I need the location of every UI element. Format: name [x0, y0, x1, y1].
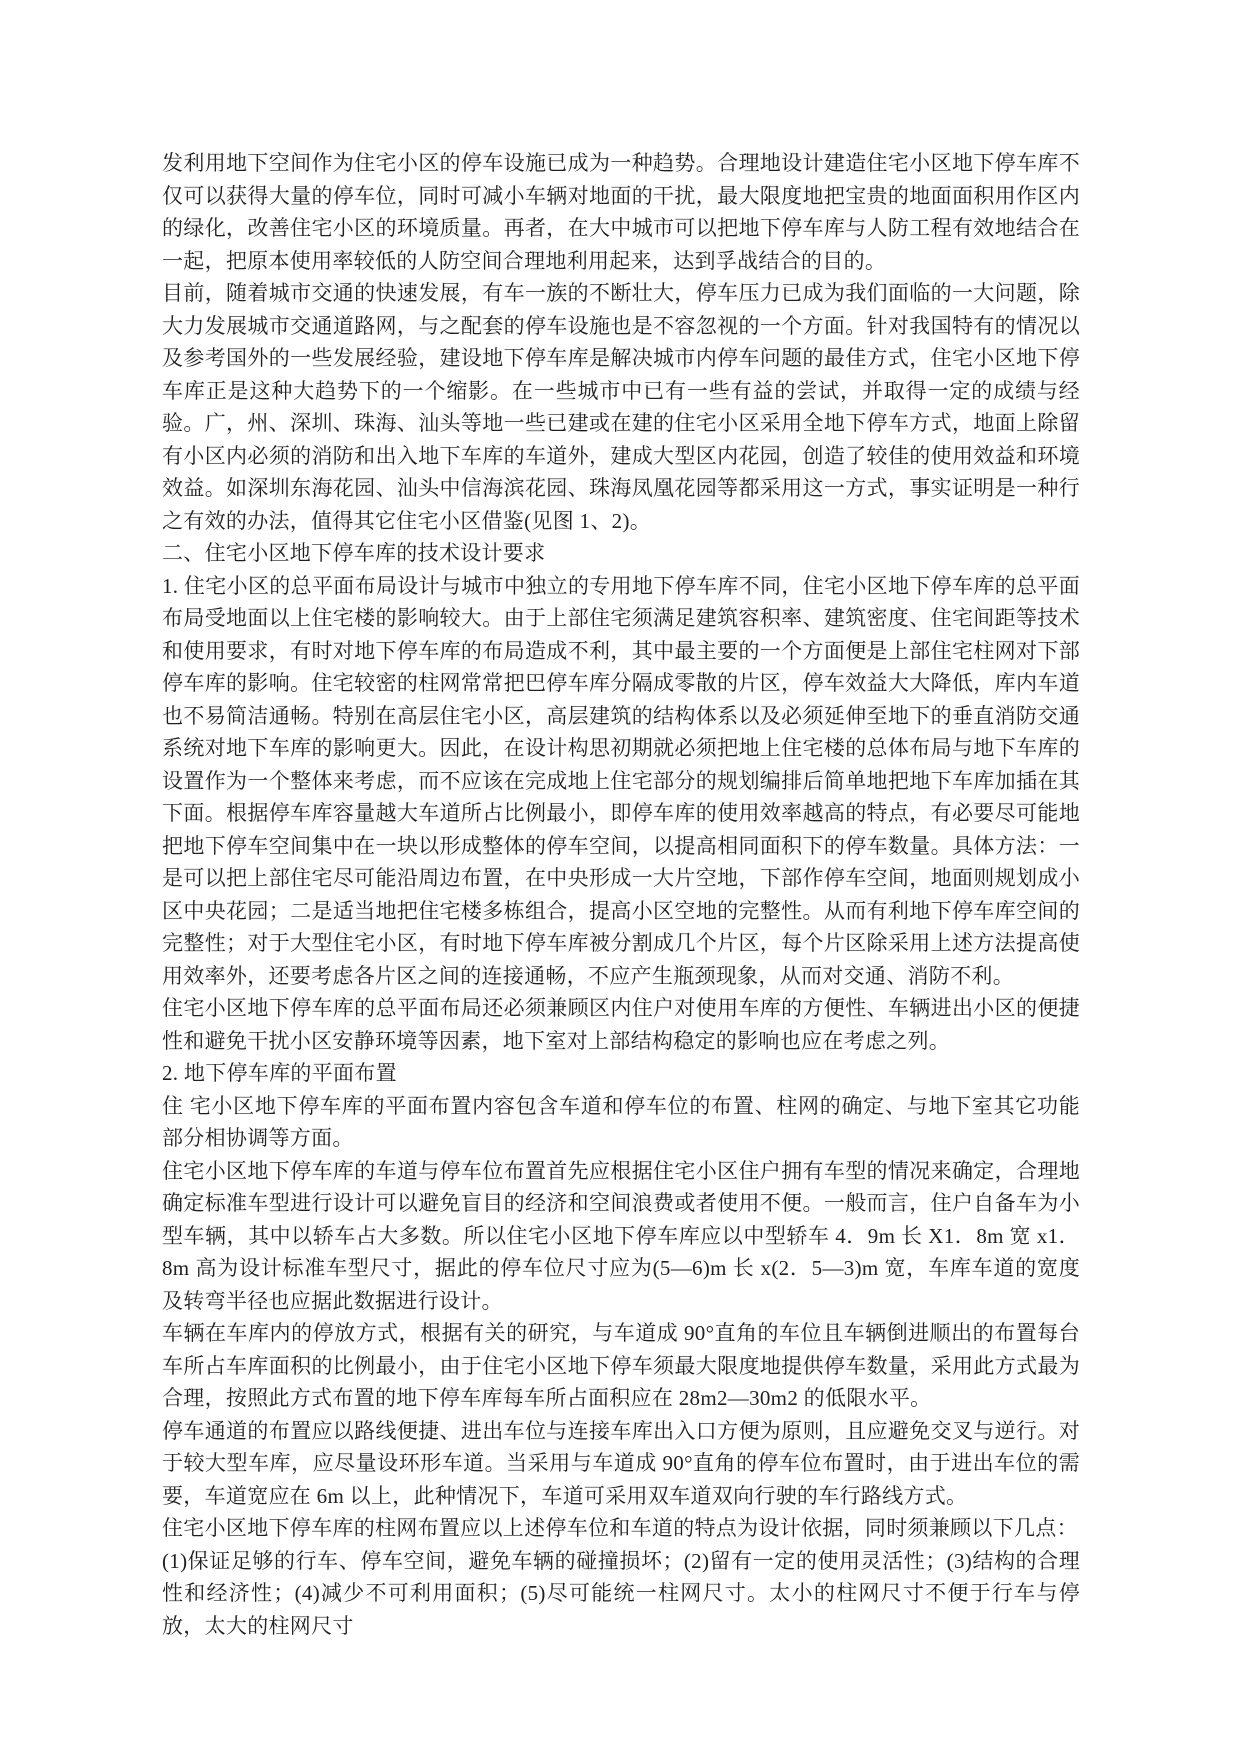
- section-heading-technical-design-requirements: 二、住宅小区地下停车库的技术设计要求: [162, 541, 546, 565]
- paragraph-layout-considerations: 住宅小区地下停车库的总平面布局还必须兼顾区内住户对使用车库的方便性、车辆进出小区的便捷性和避免干扰小区安静环境等因素，地下室对上部结构稳定的影响也应在考虑之列。: [162, 996, 1080, 1053]
- paragraph-driveway-layout: 停车通道的布置应以路线便捷、进出车位与连接车库出入口方便为原则，且应避免交叉与逆行。对于较大型车库，应尽量设环形车道。当采用与车道成 90°直角的停车位布置时，由于进出车位的需要，车道宽应在 6m 以上，此种情况下，车道可采用双车道双向行驶的车行路线方式。: [162, 1418, 1080, 1508]
- paragraph-intro-underground-space: 发利用地下空间作为住宅小区的停车设施已成为一种趋势。合理地设计建造住宅小区地下停车库不仅可以获得大量的停车位，同时可减小车辆对地面的干扰，最大限度地把宝贵的地面面积用作区内的绿化，改善住宅小区的环境质量。再者，在大中城市可以把地下停车库与人防工程有效地结合在一起，把原本使用率较低的人防空间合理地利用起来，达到孚战结合的目的。: [162, 151, 1080, 273]
- paragraph-column-grid-points: (1)保证足够的行车、停车空间，避免车辆的碰撞损坏；(2)留有一定的使用灵活性；(3)结构的合理性和经济性；(4)减少不可利用面积；(5)尽可能统一柱网尺寸。太小的柱网尺寸不便于行车与停放，太大的柱网尺寸: [162, 1548, 1080, 1638]
- paragraph-general-layout: 1. 住宅小区的总平面布局设计与城市中独立的专用地下停车库不同，住宅小区地下停车库的总平面布局受地面以上住宅楼的影响较大。由于上部住宅须满足建筑容积率、建筑密度、住宅间距等技术和使用要求，有时对地下停车库的布局造成不利，其中最主要的一个方面便是上部住宅柱网对下部停车库的影响。住宅较密的柱网常常把巴停车库分隔成零散的片区，停车效益大大降低，库内车道也不易简洁通畅。特别在高层住宅小区，高层建筑的结构体系以及必须延伸至地下的垂直消防交通系统对地下车库的影响更大。因此，在设计构思初期就必须把地上住宅楼的总体布局与地下车库的设置作为一个整体来考虑，而不应该在完成地上住宅部分的规划编排后简单地把地下车库加插在其下面。根据停车库容量越大车道所占比例最小，即停车库的使用效率越高的特点，有必要尽可能地把地下停车空间集中在一块以形成整体的停车空间，以提高相同面积下的停车数量。具体方法：一是可以把上部住宅尽可能沿周边布置，在中央形成一大片空地，下部作停车空间，地面则规划成小区中央花园；二是适当地把住宅楼多栋组合，提高小区空地的完整性。从而有利地下停车库空间的完整性；对于大型住宅小区，有时地下停车库被分割成几个片区，每个片区除采用上述方法提高使用效率外，还要考虑各片区之间的连接通畅，不应产生瓶颈现象，从而对交通、消防不利。: [162, 573, 1080, 988]
- paragraph-parking-orientation: 车辆在车库内的停放方式，根据有关的研究，与车道成 90°直角的车位且车辆倒进顺出的布置每台车所占车库面积的比例最小，由于住宅小区地下停车须最大限度地提供停车数量，采用此方式最为合理，按照此方式布置的地下停车库每车所占面积应在 28m2—30m2 的低限水平。: [162, 1321, 1080, 1410]
- paragraph-current-situation: 目前，随着城市交通的快速发展，有车一族的不断壮大，停车压力已成为我们面临的一大问题，除大力发展城市交通道路网，与之配套的停车设施也是不容忽视的一个方面。针对我国特有的情况以及参考国外的一些发展经验，建设地下停车库是解决城市内停车问题的最佳方式，住宅小区地下停车库正是这种大趋势下的一个缩影。在一些城市中已有一些有益的尝试，并取得一定的成绩与经验。广，州、深圳、珠海、汕头等地一些已建或在建的住宅小区采用全地下停车方式，地面上除留有小区内必须的消防和出入地下车库的车道外，建成大型区内花园，创造了较佳的使用效益和环境效益。如深圳东海花园、汕头中信海滨花园、珠海凤凰花园等都采用这一方式，事实证明是一种行之有效的办法，值得其它住宅小区借鉴(见图 1、2)。: [162, 281, 1080, 533]
- paragraph-plane-arrangement-content: 住 宅小区地下停车库的平面布置内容包含车道和停车位的布置、柱网的确定、与地下室其它功能部分相协调等方面。: [162, 1093, 1080, 1150]
- paragraph-column-grid-basis: 住宅小区地下停车库的柱网布置应以上述停车位和车道的特点为设计依据，同时须兼顾以下几点：: [162, 1516, 1078, 1540]
- paragraph-vehicle-standard-size: 住宅小区地下停车库的车道与停车位布置首先应根据住宅小区住户拥有车型的情况来确定，合理地确定标准车型进行设计可以避免盲目的经济和空间浪费或者使用不便。一般而言，住户自备车为小型车辆，其中以轿车占大多数。所以住宅小区地下停车库应以中型轿车 4．9m 长 X1．8m 宽 x1．8m 高为设计标准车型尺寸，据此的停车位尺寸应为(5—6)m 长 x(2．5—3)m 宽，车库车道的宽度及转弯半径也应据此数据进行设计。: [162, 1158, 1080, 1313]
- subsection-heading-plane-arrangement: 2. 地下停车库的平面布置: [162, 1061, 397, 1085]
- document-text-block: [162, 147, 1080, 1642]
